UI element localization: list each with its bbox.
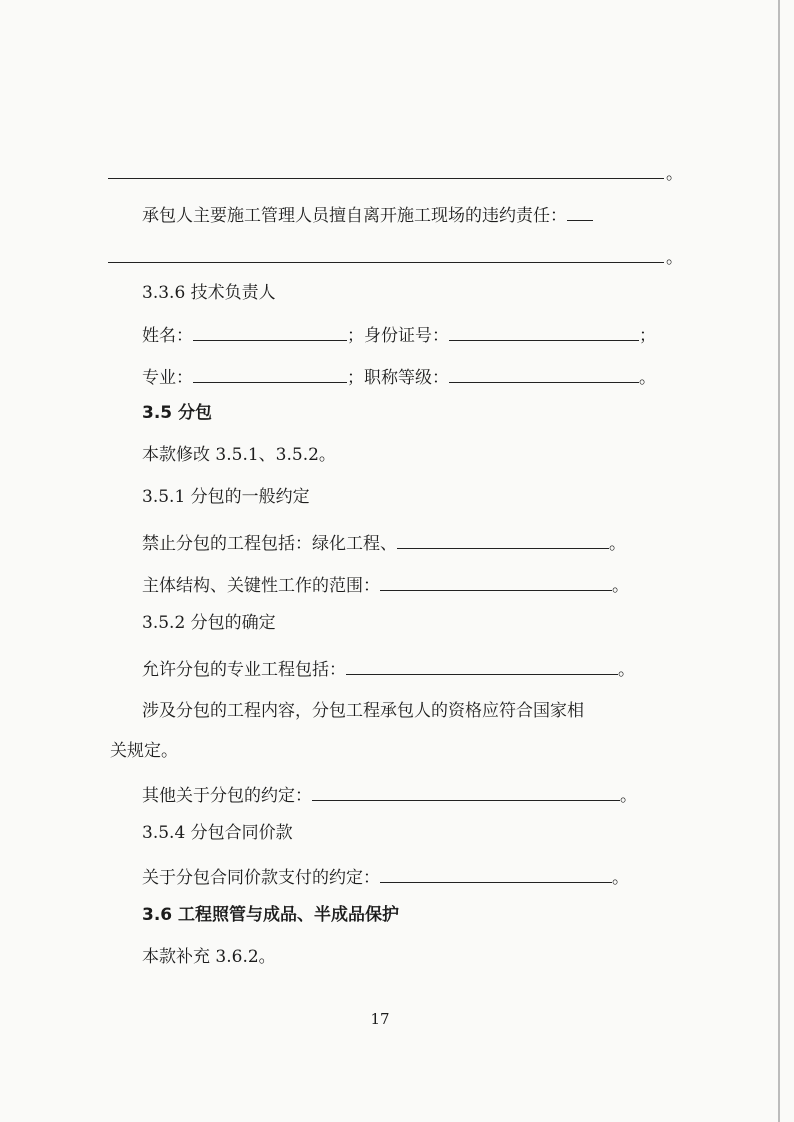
payment-row (142, 864, 682, 889)
section-3-5-heading: 3.5 分包 (142, 403, 213, 423)
period-mark: 。 (609, 534, 626, 554)
period-mark: 。 (666, 248, 683, 268)
leave-site-blank-line[interactable] (108, 262, 664, 263)
blank-line-continuation (108, 178, 664, 179)
section-3-6-note: 本款补充 3.6.2。 (142, 947, 276, 967)
other-blank[interactable] (312, 782, 620, 801)
section-3-5-note: 本款修改 3.5.1、3.5.2。 (142, 445, 336, 465)
major-row (142, 364, 682, 389)
period-mark: 。 (612, 868, 629, 888)
allow-label: 允许分包的专业工程包括： (142, 660, 346, 680)
page-edge (778, 0, 780, 1122)
leave-site-blank[interactable] (567, 202, 593, 221)
section-3-6-heading: 3.6 工程照管与成品、半成品保护 (142, 905, 400, 925)
name-blank[interactable] (193, 322, 347, 341)
forbid-blank[interactable] (397, 530, 609, 549)
scope-row (142, 572, 682, 597)
section-3-5-4-title: 3.5.4 分包合同价款 (142, 823, 293, 843)
id-label: ；身份证号： (347, 326, 449, 346)
name-row (142, 322, 682, 347)
period-mark: 。 (620, 786, 637, 806)
forbid-row (142, 530, 682, 555)
scope-label: 主体结构、关键性工作的范围： (142, 576, 380, 596)
payment-label: 关于分包合同价款支付的约定： (142, 868, 380, 888)
section-3-5-1-title: 3.5.1 分包的一般约定 (142, 487, 310, 507)
qualification-text: 涉及分包的工程内容，分包工程承包人的资格应符合国家相 (142, 701, 584, 721)
leave-site-row (142, 202, 682, 227)
allow-blank[interactable] (346, 656, 618, 675)
period-mark: 。 (639, 368, 656, 388)
scope-blank[interactable] (380, 572, 612, 591)
tech-lead-title: 3.3.6 技术负责人 (142, 283, 276, 303)
other-label: 其他关于分包的约定： (142, 786, 312, 806)
semicolon-mark: ； (639, 326, 656, 346)
section-3-5-2-title: 3.5.2 分包的确定 (142, 613, 276, 633)
forbid-label: 禁止分包的工程包括：绿化工程、 (142, 534, 397, 554)
period-mark: 。 (612, 576, 629, 596)
name-label: 姓名： (142, 326, 193, 346)
period-mark: 。 (666, 164, 683, 184)
other-row (142, 782, 682, 807)
qualification-text-cont: 关规定。 (110, 741, 178, 761)
id-number-blank[interactable] (449, 322, 639, 341)
period-mark: 。 (618, 660, 635, 680)
major-label: 专业： (142, 368, 193, 388)
allow-row (142, 656, 682, 681)
title-level-label: ；职称等级： (347, 368, 449, 388)
major-blank[interactable] (193, 364, 347, 383)
page-number: 17 (370, 1010, 390, 1028)
leave-site-label: 承包人主要施工管理人员擅自离开施工现场的违约责任： (142, 206, 567, 226)
title-level-blank[interactable] (449, 364, 639, 383)
payment-blank[interactable] (380, 864, 612, 883)
